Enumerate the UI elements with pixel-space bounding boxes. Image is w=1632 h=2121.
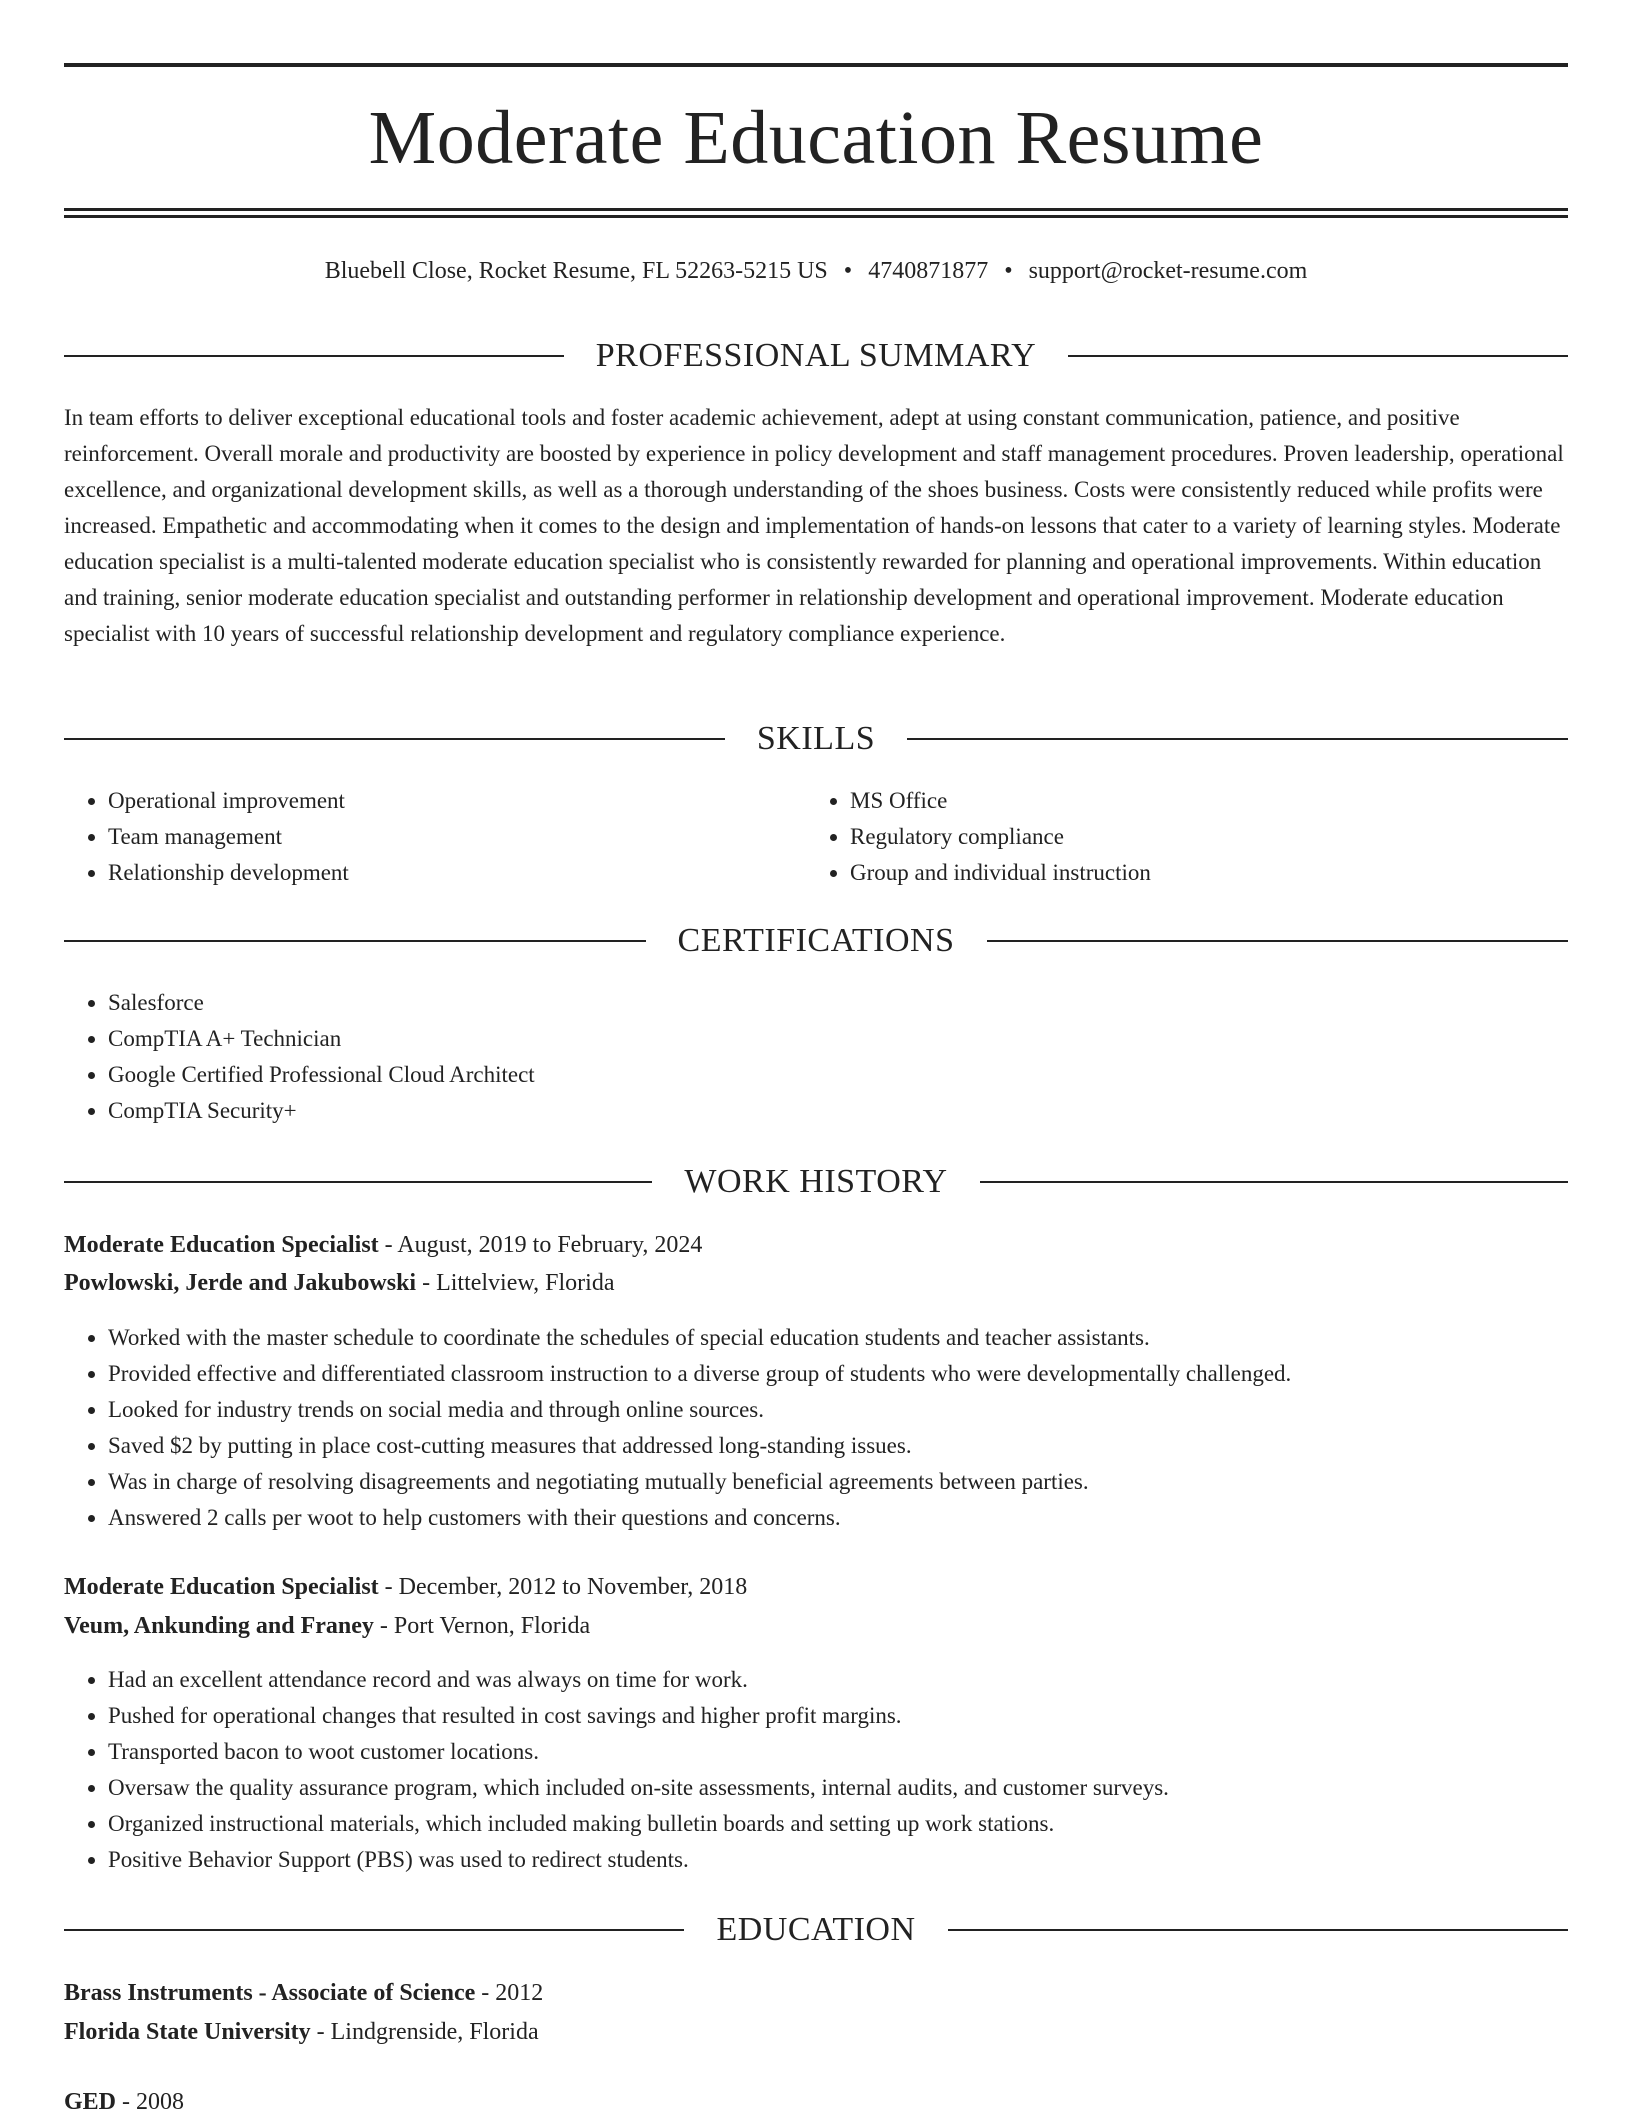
job-title-line [64,1226,1568,1264]
job-dates: - August, 2019 to February, 2024 [384,1232,703,1258]
job-bullet: • Had an excellent attendance record and was always on time for work. [108,1662,1588,1698]
job-bullets [64,1320,1588,1536]
section-heading-summary [64,331,1568,381]
certification-item: • CompTIA A+ Technician [108,1021,1508,1057]
job-bullet: • Saved $2 by putting in place cost-cutting measures that addressed long-standing issues. [108,1428,1588,1464]
section-heading-skills [64,714,1568,764]
certifications-list [64,985,1508,1129]
skills-list-right [806,783,1550,891]
job-company: Powlowski, Jerde and Jakubowski [64,1270,417,1296]
certification-item: • Salesforce [108,985,1508,1021]
job-company-line [64,1607,1568,1645]
section-heading-label: EDUCATION [716,1911,916,1948]
certification-item: • Google Certified Professional Cloud Architect [108,1057,1508,1093]
section-heading-work [64,1157,1568,1207]
education-location: - Lindgrenside, Florida [316,2019,539,2045]
certification-item: • CompTIA Security+ [108,1093,1508,1129]
job-bullet: • Answered 2 calls per woot to help customers with their questions and concerns. [108,1500,1588,1536]
section-heading-label: SKILLS [756,720,876,757]
heading-line [987,940,1569,942]
job-bullet: • Pushed for operational changes that resulted in cost savings and higher profit margins. [108,1698,1588,1734]
skill-item: • Operational improvement [108,783,808,819]
education-year: - 2012 [481,1980,544,2006]
job-company: Veum, Ankunding and Franey [64,1613,374,1639]
section-heading-certifications [64,916,1568,966]
job-bullet: • Was in charge of resolving disagreements and negotiating mutually beneficial agreements between parties. [108,1464,1588,1500]
contact-separator: • [843,258,853,284]
job-dates: - December, 2012 to November, 2018 [384,1574,748,1600]
skill-item: • Regulatory compliance [850,819,1550,855]
section-heading-label: WORK HISTORY [684,1163,948,1200]
heading-line [64,355,564,357]
skill-item: • Group and individual instruction [850,855,1550,891]
job-title-line [64,1568,1568,1606]
education-degree: Brass Instruments - Associate of Science [64,1980,476,2006]
contact-phone: 4740871877 [868,258,989,284]
heading-line [64,940,646,942]
contact-line [0,254,1632,288]
skill-item: • MS Office [850,783,1550,819]
job-company-line [64,1264,1568,1302]
contact-address: Bluebell Close, Rocket Resume, FL 52263-5215 US [324,258,828,284]
resume-title: Moderate Education Resume [368,96,1264,180]
contact-separator: • [1004,258,1013,284]
section-heading-label: PROFESSIONAL SUMMARY [595,337,1037,374]
job-title: Moderate Education Specialist [64,1574,379,1600]
education-school-line [64,2013,1568,2051]
section-heading-label: CERTIFICATIONS [677,922,955,959]
skills-list-left [64,783,808,891]
job-bullet: • Organized instructional materials, which included making bulletin boards and setting up work stations. [108,1806,1588,1842]
education-year: - 2008 [122,2089,185,2115]
skill-item: • Team management [108,819,808,855]
heading-line [948,1929,1568,1931]
header-double-rule-top [64,208,1568,211]
education-degree-line [64,2083,1568,2121]
job-bullets [64,1662,1588,1878]
job-bullet: • Worked with the master schedule to coordinate the schedules of special education students and teacher assistants. [108,1320,1588,1356]
heading-line [907,738,1568,740]
heading-line [64,738,725,740]
header-top-rule [64,63,1568,67]
education-degree: GED [64,2089,117,2115]
header-double-rule-bottom [64,215,1568,218]
job-bullet: • Oversaw the quality assurance program, which included on-site assessments, internal audits, and customer surveys. [108,1770,1588,1806]
contact-email: support@rocket-resume.com [1028,258,1308,284]
job-bullet: • Looked for industry trends on social media and through online sources. [108,1392,1588,1428]
skill-item: • Relationship development [108,855,808,891]
education-school: Florida State University [64,2019,311,2045]
job-bullet: • Positive Behavior Support (PBS) was used to redirect students. [108,1842,1588,1878]
job-location: - Port Vernon, Florida [379,1613,591,1639]
section-heading-education [64,1905,1568,1955]
heading-line [1068,355,1568,357]
job-bullet: • Provided effective and differentiated classroom instruction to a diverse group of students who were developmentally challenged. [108,1356,1588,1392]
job-title: Moderate Education Specialist [64,1232,379,1258]
education-degree-line [64,1974,1568,2012]
job-bullet: • Transported bacon to woot customer locations. [108,1734,1588,1770]
heading-line [64,1181,652,1183]
job-location: - Littelview, Florida [422,1270,615,1296]
heading-line [980,1181,1568,1183]
heading-line [64,1929,684,1931]
summary-text: In team efforts to deliver exceptional educational tools and foster academic achievement, adept at using constant communication, patience, and positive reinforcement. Overall morale and productivity are boosted by experience in policy development and staff management procedures. Proven leadership, operational excellence, and organizational development skills, as well as a thorough understanding of the shoes business. Costs were consistently reduced while profits were increased. Empathetic and accommodating when it comes to the design and implementation of hands-on lessons that cater to a variety of learning styles. Moderate education specialist is a multi-talented moderate education specialist who is consistently rewarded for planning and operational improvements. Within education and training, senior moderate education specialist and outstanding performer in relationship development and operational improvement. Moderate education specialist with 10 years of successful relationship development and regulatory compliance experience. [64,405,1564,646]
